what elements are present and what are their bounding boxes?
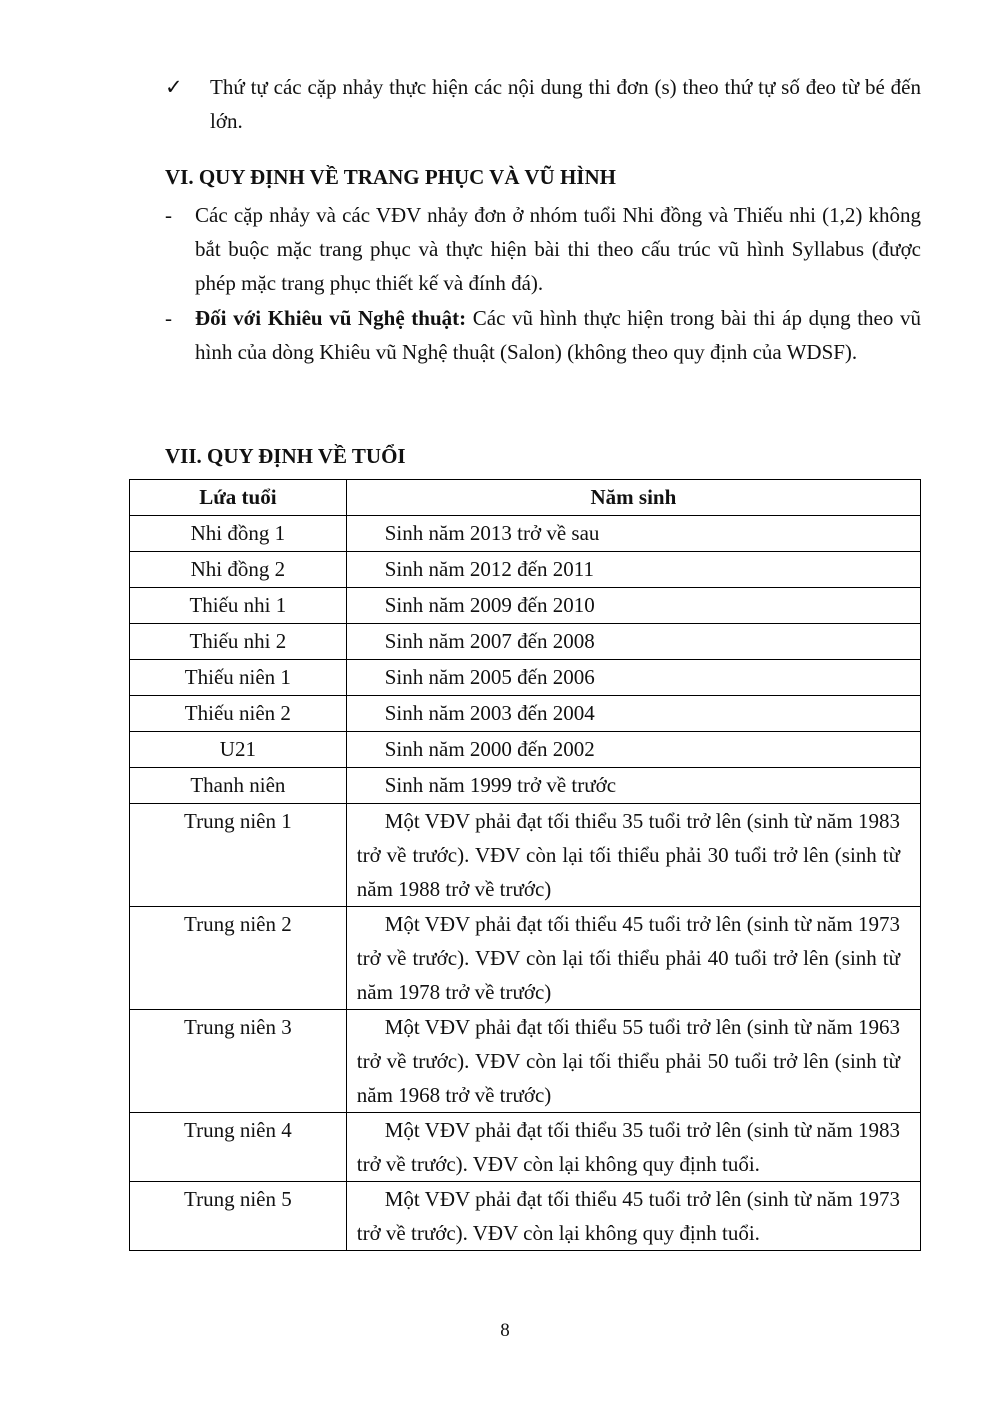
age-group-cell: Thiếu niên 1: [130, 660, 347, 696]
age-group-cell: Trung niên 3: [130, 1010, 347, 1113]
birth-year-cell: [346, 804, 920, 907]
age-group-cell: Trung niên 1: [130, 804, 347, 907]
age-table: [129, 479, 921, 1251]
birth-year-cell: [346, 1182, 920, 1251]
header-birth-year: Năm sinh: [346, 480, 920, 516]
table-row: [130, 732, 921, 768]
check-list-item: [165, 70, 921, 138]
table-row: [130, 1182, 921, 1251]
list-item-rest: Các vũ hình thực hiện trong bài thi áp dụng theo vũ hình của dòng Khiêu vũ Nghệ thuật (Salon) (không theo quy định của WDSF).: [195, 306, 921, 364]
birth-year-text: Sinh năm 2005 đến 2006: [384, 665, 595, 689]
birth-year-cell: [346, 660, 920, 696]
birth-year-cell: [346, 1010, 920, 1113]
birth-year-text: Sinh năm 2003 đến 2004: [384, 701, 595, 725]
birth-year-text: Sinh năm 1999 trở về trước: [384, 773, 617, 797]
table-row: [130, 696, 921, 732]
table-row: [130, 552, 921, 588]
dash-bullet: -: [165, 306, 172, 330]
birth-year-text: Sinh năm 2007 đến 2008: [384, 629, 595, 653]
table-row: [130, 1010, 921, 1113]
section-vi-list: [165, 198, 921, 370]
table-row: [130, 624, 921, 660]
age-group-cell: Thanh niên: [130, 768, 347, 804]
table-header-row: [130, 480, 921, 516]
list-item-text: Các cặp nhảy và các VĐV nhảy đơn ở nhóm tuổi Nhi đồng và Thiếu nhi (1,2) không bắt buộc mặc trang phục và thực hiện bài thi theo cấu trúc vũ hình Syllabus (được phép mặc trang phục thiết kế và đính đá).: [195, 203, 921, 295]
dash-bullet: -: [165, 203, 172, 227]
age-group-cell: Trung niên 5: [130, 1182, 347, 1251]
birth-year-cell: [346, 768, 920, 804]
birth-year-text: Một VĐV phải đạt tối thiểu 35 tuổi trở lên (sinh từ năm 1983 trở về trước). VĐV còn lại không quy định tuổi.: [356, 1118, 900, 1176]
birth-year-text: Sinh năm 2009 đến 2010: [384, 593, 595, 617]
birth-year-cell: [346, 696, 920, 732]
birth-year-text: Sinh năm 2013 trở về sau: [384, 521, 600, 545]
birth-year-cell: [346, 1113, 920, 1182]
table-row: [130, 1113, 921, 1182]
section-vi-heading: VI. QUY ĐỊNH VỀ TRANG PHỤC VÀ VŨ HÌNH: [165, 165, 616, 189]
list-item: [165, 301, 921, 369]
birth-year-text: Một VĐV phải đạt tối thiểu 55 tuổi trở lên (sinh từ năm 1963 trở về trước). VĐV còn lại tối thiểu phải 50 tuổi trở lên (sinh từ năm 1968 trở về trước): [356, 1015, 900, 1107]
birth-year-text: Sinh năm 2000 đến 2002: [384, 737, 595, 761]
list-item-bold-lead: Đối với Khiêu vũ Nghệ thuật:: [195, 306, 467, 330]
birth-year-text: Một VĐV phải đạt tối thiểu 45 tuổi trở lên (sinh từ năm 1973 trở về trước). VĐV còn lại tối thiểu phải 40 tuổi trở lên (sinh từ năm 1978 trở về trước): [356, 912, 900, 1004]
age-group-cell: Trung niên 2: [130, 907, 347, 1010]
birth-year-text: Một VĐV phải đạt tối thiểu 45 tuổi trở lên (sinh từ năm 1973 trở về trước). VĐV còn lại không quy định tuổi.: [356, 1187, 900, 1245]
age-group-cell: Thiếu nhi 1: [130, 588, 347, 624]
birth-year-text: Sinh năm 2012 đến 2011: [384, 557, 594, 581]
table-row: [130, 588, 921, 624]
birth-year-cell: [346, 732, 920, 768]
birth-year-cell: [346, 624, 920, 660]
birth-year-cell: [346, 907, 920, 1010]
table-row: [130, 907, 921, 1010]
age-group-cell: Nhi đồng 2: [130, 552, 347, 588]
table-row: [130, 768, 921, 804]
table-row: [130, 804, 921, 907]
table-row: [130, 516, 921, 552]
age-group-cell: Thiếu nhi 2: [130, 624, 347, 660]
page-number: 8: [500, 1320, 510, 1341]
birth-year-cell: [346, 552, 920, 588]
table-row: [130, 660, 921, 696]
birth-year-cell: [346, 516, 920, 552]
list-item: [165, 198, 921, 300]
section-vii-heading: VII. QUY ĐỊNH VỀ TUỔI: [165, 444, 406, 468]
age-group-cell: U21: [130, 732, 347, 768]
checkmark-icon: ✓: [165, 75, 183, 99]
age-group-cell: Trung niên 4: [130, 1113, 347, 1182]
birth-year-text: Một VĐV phải đạt tối thiểu 35 tuổi trở lên (sinh từ năm 1983 trở về trước). VĐV còn lại tối thiểu phải 30 tuổi trở lên (sinh từ năm 1988 trở về trước): [356, 809, 900, 901]
age-group-cell: Thiếu niên 2: [130, 696, 347, 732]
header-age-group: Lứa tuổi: [130, 480, 347, 516]
check-item-text: Thứ tự các cặp nhảy thực hiện các nội dung thi đơn (s) theo thứ tự số đeo từ bé đến lớn.: [210, 75, 921, 133]
list-item-text: [195, 301, 921, 369]
birth-year-cell: [346, 588, 920, 624]
age-group-cell: Nhi đồng 1: [130, 516, 347, 552]
